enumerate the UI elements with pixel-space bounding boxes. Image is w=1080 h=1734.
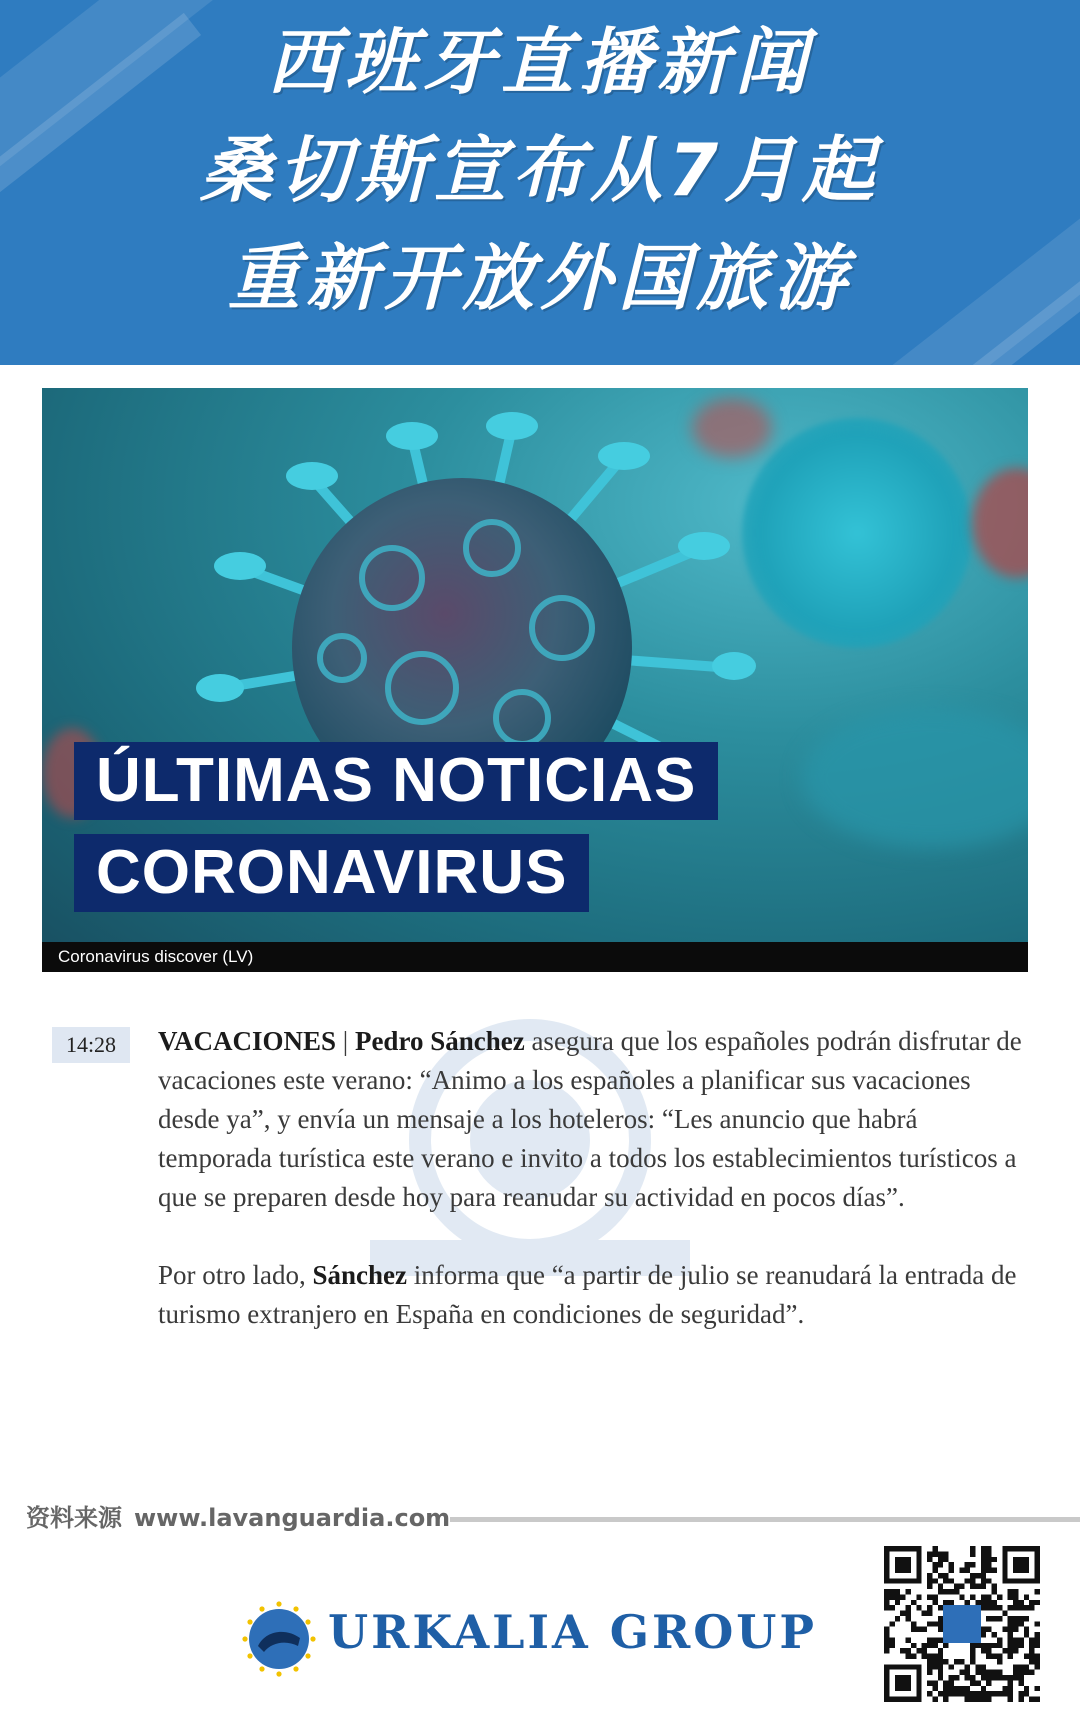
person-name: Pedro Sánchez [354, 1026, 525, 1056]
paragraph-lead: Por otro lado, [158, 1260, 313, 1290]
background-cell [802, 708, 1028, 848]
article-paragraph-2 [158, 1256, 1038, 1334]
brand-name: URKALIA GROUP [328, 1605, 818, 1659]
headline-line-3: 重新开放外国旅游 [227, 236, 852, 320]
section-tag: VACACIONES [158, 1026, 337, 1056]
headline-line-2: 桑切斯宣布从7月起 [199, 128, 881, 212]
headline-ultimas-noticias: ÚLTIMAS NOTICIAS [74, 742, 718, 820]
urkalia-logo-icon [240, 1600, 318, 1678]
qr-code[interactable] [884, 1546, 1040, 1702]
separator: | [336, 1026, 355, 1056]
paragraph-text: informa que “a partir de julio se reanudará la entrada de turismo extranjero en España en condiciones de seguridad”. [158, 1260, 1017, 1329]
article-body [158, 1022, 1038, 1373]
headline-line-1: 西班牙直播新闻 [266, 20, 813, 104]
headline-coronavirus: CORONAVIRUS [74, 834, 589, 912]
divider [450, 1517, 1080, 1522]
news-photo [42, 388, 1028, 972]
article-paragraph-1 [158, 1022, 1038, 1217]
source-line [26, 1498, 450, 1533]
timestamp-badge: 14:28 [52, 1027, 130, 1063]
paragraph-text: asegura que los españoles podrán disfrutar de vacaciones este verano: “Animo a los españoles a planificar sus vacaciones desde ya”, y envía un mensaje a los hoteleros: “Les anuncio que habrá temporada turística este verano e invito a todos los establecimientos turísticos a que se preparen desde hoy para reanudar su actividad en pocos días”. [158, 1026, 1022, 1212]
source-label: 资料来源 [26, 1504, 122, 1532]
source-url[interactable]: www.lavanguardia.com [134, 1504, 451, 1532]
background-cell [972, 468, 1028, 578]
photo-caption: Coronavirus discover (LV) [42, 942, 1028, 972]
background-cell [742, 418, 972, 648]
header-banner [0, 0, 1080, 365]
person-name: Sánchez [312, 1260, 407, 1290]
